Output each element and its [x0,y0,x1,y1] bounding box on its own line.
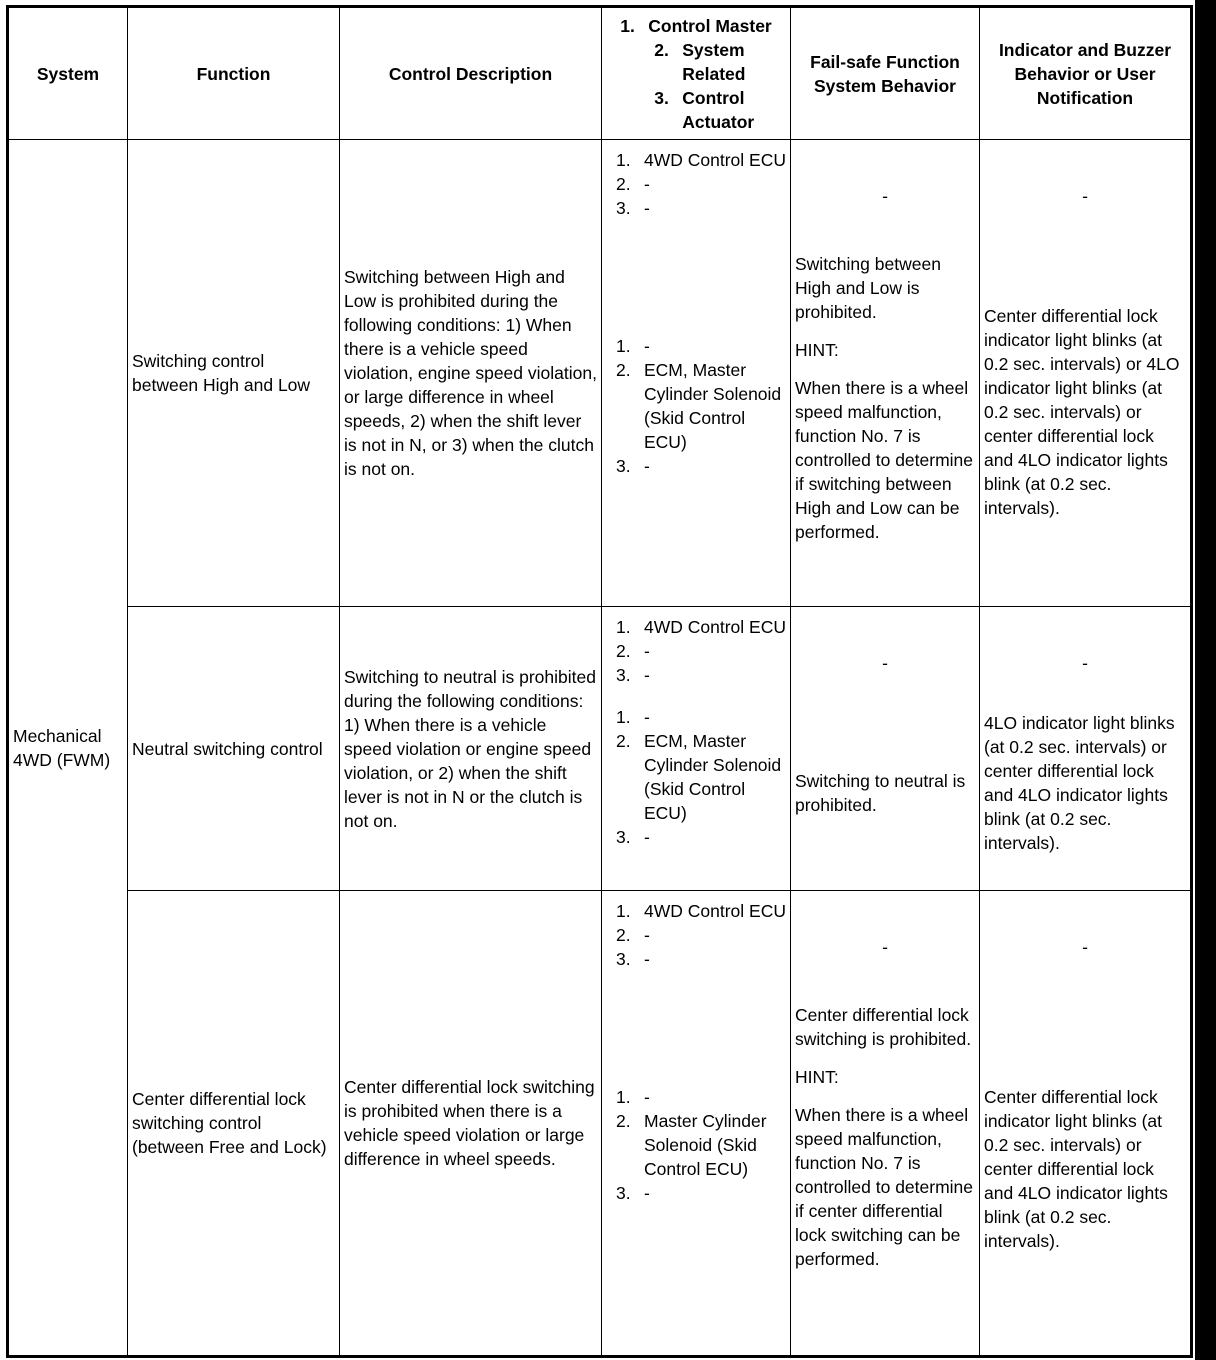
control-list-a [606,615,786,687]
failsafe-cell [791,607,980,891]
table-row [8,891,1192,1357]
header-failsafe: Fail-safe Function System Behavior [791,7,980,140]
list-item: 2. - [616,641,650,661]
control-list-a [606,899,786,971]
control-list-a [606,148,786,220]
control-list-b [606,1085,786,1205]
control-cell [602,891,791,1357]
hint-text: When there is a wheel speed malfunction, function No. 7 is controlled to determine if center differential lock switching can be performed. [795,1105,974,1269]
indicator-cell [980,140,1192,607]
list-item: 2. System Related [654,39,746,84]
list-item: 2. - [616,174,650,194]
header-system: System [8,7,128,140]
list-item: 1. - [616,707,650,727]
table-row [8,140,1192,607]
list-item: 2. - [616,925,650,945]
control-list-b [606,705,786,849]
indicator-top-dash: - [1082,186,1088,206]
failsafe-cell [791,140,980,607]
control-cell [602,140,791,607]
table-header-row [8,7,1192,140]
description-cell: Switching to neutral is prohibited during the following conditions: 1) When there is a vehicle speed violation or engine speed violation, or 2) when the shift lever is not in N or the clutch is not on. [340,607,602,891]
list-item: 2. ECM, Master Cylinder Solenoid (Skid Control ECU) [616,731,782,823]
function-cell: Center differential lock switching control (between Free and Lock) [128,891,340,1357]
list-item: 1. 4WD Control ECU [616,150,786,170]
header-control-list [602,7,791,140]
indicator-cell [980,891,1192,1357]
list-item: 3. - [616,198,650,218]
list-item: 1. 4WD Control ECU [616,901,786,921]
indicator-main-text: Center differential lock indicator light blinks (at 0.2 sec. intervals) or 4LO indicator light blinks (at 0.2 sec. intervals) or center differential lock and 4LO indicator lights blink (at 0.2 sec. intervals). [984,306,1180,518]
list-item: 1. Control Master [620,15,772,36]
control-list-b [606,334,786,478]
table-row [8,607,1192,891]
indicator-cell [980,607,1192,891]
indicator-main-text: 4LO indicator light blinks (at 0.2 sec. intervals) or center differential lock and 4LO indicator lights blink (at 0.2 sec. intervals). [984,713,1175,853]
list-item: 3. - [616,1183,650,1203]
indicator-main-text: Center differential lock indicator light blinks (at 0.2 sec. intervals) or center differential lock and 4LO indicator lights blink (at 0.2 sec. intervals). [984,1087,1168,1251]
page-edge-bar [1195,0,1216,1360]
list-item: 1. 4WD Control ECU [616,617,786,637]
header-control-description: Control Description [340,7,602,140]
list-item: 3. - [616,456,650,476]
failsafe-top-dash: - [882,937,888,957]
failsafe-top-dash: - [882,653,888,673]
hint-label: HINT: [795,1067,839,1087]
list-item: 2. Master Cylinder Solenoid (Skid Control ECU) [616,1111,767,1179]
description-cell: Switching between High and Low is prohibited during the following conditions: 1) When there is a vehicle speed violation, engine speed violation, or large difference in wheel speeds, 2) when the shift lever is not in N, or 3) when the clutch is not on. [340,140,602,607]
list-item: 2. ECM, Master Cylinder Solenoid (Skid Control ECU) [616,360,782,452]
indicator-top-dash: - [1082,937,1088,957]
list-item: 1. - [616,336,650,356]
indicator-top-dash: - [1082,653,1088,673]
control-cell [602,607,791,891]
system-name-cell: Mechanical 4WD (FWM) [8,140,128,1357]
list-item: 3. - [616,949,650,969]
header-indicator: Indicator and Buzzer Behavior or User Notification [980,7,1192,140]
list-item: 3. - [616,827,650,847]
function-cell: Neutral switching control [128,607,340,891]
list-item: 1. - [616,1087,650,1107]
list-item: 3. Control Actuator [654,87,755,132]
function-cell: Switching control between High and Low [128,140,340,607]
failsafe-main-text: Center differential lock switching is prohibited. [795,1005,972,1049]
failsafe-cell [791,891,980,1357]
failsafe-top-dash: - [882,186,888,206]
description-cell: Center differential lock switching is prohibited when there is a vehicle speed violation or large difference in wheel speeds. [340,891,602,1357]
header-function: Function [128,7,340,140]
hint-label: HINT: [795,340,839,360]
hint-text: When there is a wheel speed malfunction, function No. 7 is controlled to determine if switching between High and Low can be performed. [795,378,974,542]
header-control-numbered-list [620,14,771,134]
failsafe-main-text: Switching between High and Low is prohibited. [795,254,941,322]
failsafe-main-text: Switching to neutral is prohibited. [795,771,966,815]
system-function-table [6,5,1193,1358]
list-item: 3. - [616,665,650,685]
